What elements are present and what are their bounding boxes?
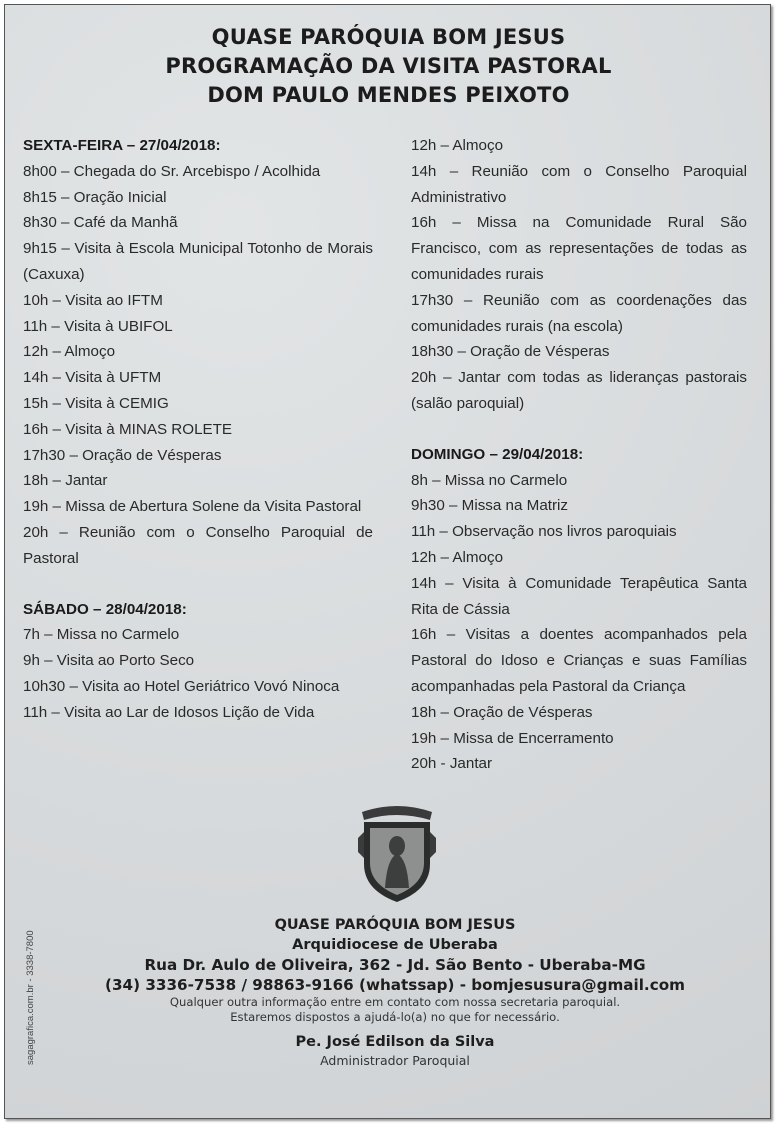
schedule-item: 14h – Reunião com o Conselho Paroquial Administrativo — [411, 162, 747, 206]
schedule-item: 14h – Visita à UFTM — [23, 369, 162, 387]
schedule-item: 20h - Jantar — [411, 755, 493, 773]
schedule-item: 8h00 – Chegada do Sr. Arcebispo / Acolhida — [23, 162, 321, 180]
schedule-item: 10h – Visita ao IFTM — [23, 291, 163, 309]
right-column — [411, 133, 747, 777]
schedule-item: 15h – Visita à CEMIG — [23, 394, 169, 412]
footer-priest: Pe. José Edilson da Silva — [295, 1034, 495, 1050]
schedule-item: 11h – Visita à UBIFOL — [23, 317, 173, 335]
schedule-item: 16h – Visita à MINAS ROLETE — [23, 420, 233, 438]
schedule-item: 10h30 – Visita ao Hotel Geriátrico Vovó Ninoca — [23, 677, 340, 695]
schedule-item: 9h15 – Visita à Escola Municipal Totonho de Morais (Caxuxa) — [23, 240, 373, 283]
printer-credit: sagagrafica.com.br - 3338-7800 — [25, 930, 36, 1065]
footer-archdiocese: Arquidiocese de Uberaba — [292, 937, 498, 953]
flyer-header — [5, 23, 771, 110]
schedule-item: 8h15 – Oração Inicial — [23, 188, 167, 206]
schedule-item: 9h30 – Missa na Matriz — [411, 497, 569, 515]
schedule-item: 8h30 – Café da Manhã — [23, 214, 178, 232]
emblem-right-wing — [430, 832, 436, 858]
header-line-3: DOM PAULO MENDES PEIXOTO — [207, 83, 570, 107]
flyer-footer — [65, 915, 725, 1069]
footer-contact: (34) 3336-7538 / 98863-9166 (whatssap) - bomjesusura@gmail.com — [105, 976, 685, 994]
schedule-item: 11h – Visita ao Lar de Idosos Lição de Vida — [23, 703, 315, 721]
footer-role: Administrador Paroquial — [320, 1053, 470, 1068]
schedule-item: 18h – Oração de Vésperas — [411, 703, 593, 721]
saturday-title: SÁBADO – 28/04/2018: — [23, 600, 187, 618]
header-line-1: QUASE PARÓQUIA BOM JESUS — [211, 25, 566, 49]
footer-address: Rua Dr. Aulo de Oliveira, 362 - Jd. São Bento - Uberaba-MG — [144, 956, 646, 974]
schedule-item: 14h – Visita à Comunidade Terapêutica Santa Rita de Cássia — [411, 574, 747, 618]
schedule-item: 12h – Almoço — [23, 343, 116, 361]
header-line-2: PROGRAMAÇÃO DA VISITA PASTORAL — [165, 54, 612, 78]
footer-info-1: Qualquer outra informação entre em contato com nossa secretaria paroquial. — [169, 995, 621, 1009]
emblem-banner — [362, 806, 432, 820]
schedule-item: 16h – Visitas a doentes acompanhados pela Pastoral do Idoso e Crianças e suas Famílias acompanhadas pela Pastoral da Criança — [411, 626, 747, 695]
footer-parish-name: QUASE PARÓQUIA BOM JESUS — [274, 917, 516, 933]
schedule-item: 20h – Reunião com o Conselho Paroquial de Pastoral — [23, 523, 373, 567]
emblem-left-wing — [358, 832, 364, 858]
schedule-item: 19h – Missa de Abertura Solene da Visita Pastoral — [23, 498, 362, 516]
footer-info-2: Estaremos dispostos a ajudá-lo(a) no que for necessário. — [230, 1010, 560, 1024]
schedule-item: 18h – Jantar — [23, 472, 108, 490]
schedule-item: 16h – Missa na Comunidade Rural São Francisco, com as representações de todas as comunidades rurais — [411, 214, 747, 283]
parish-emblem-icon — [354, 798, 440, 906]
schedule-item: 9h – Visita ao Porto Seco — [23, 652, 195, 670]
schedule-item: 12h – Almoço — [411, 548, 504, 566]
sunday-title: DOMINGO – 29/04/2018: — [411, 445, 584, 463]
schedule-item: 8h – Missa no Carmelo — [411, 471, 568, 489]
emblem-figure-head — [389, 836, 405, 856]
schedule-item: 17h30 – Oração de Vésperas — [23, 446, 222, 464]
section-gap — [23, 572, 373, 597]
schedule-item: 18h30 – Oração de Vésperas — [411, 343, 610, 361]
flyer-page — [4, 4, 771, 1119]
schedule-item: 19h – Missa de Encerramento — [411, 729, 614, 747]
schedule-item: 12h – Almoço — [411, 137, 504, 154]
schedule-item: 11h – Observação nos livros paroquiais — [411, 523, 677, 541]
schedule-item: 17h30 – Reunião com as coordenações das comunidades rurais (na escola) — [411, 291, 747, 335]
schedule-item: 7h – Missa no Carmelo — [23, 626, 180, 644]
schedule-item: 20h – Jantar com todas as lideranças pastorais (salão paroquial) — [411, 369, 747, 412]
friday-title: SEXTA-FEIRA – 27/04/2018: — [23, 137, 221, 154]
left-column — [23, 133, 373, 726]
section-gap — [411, 417, 747, 442]
